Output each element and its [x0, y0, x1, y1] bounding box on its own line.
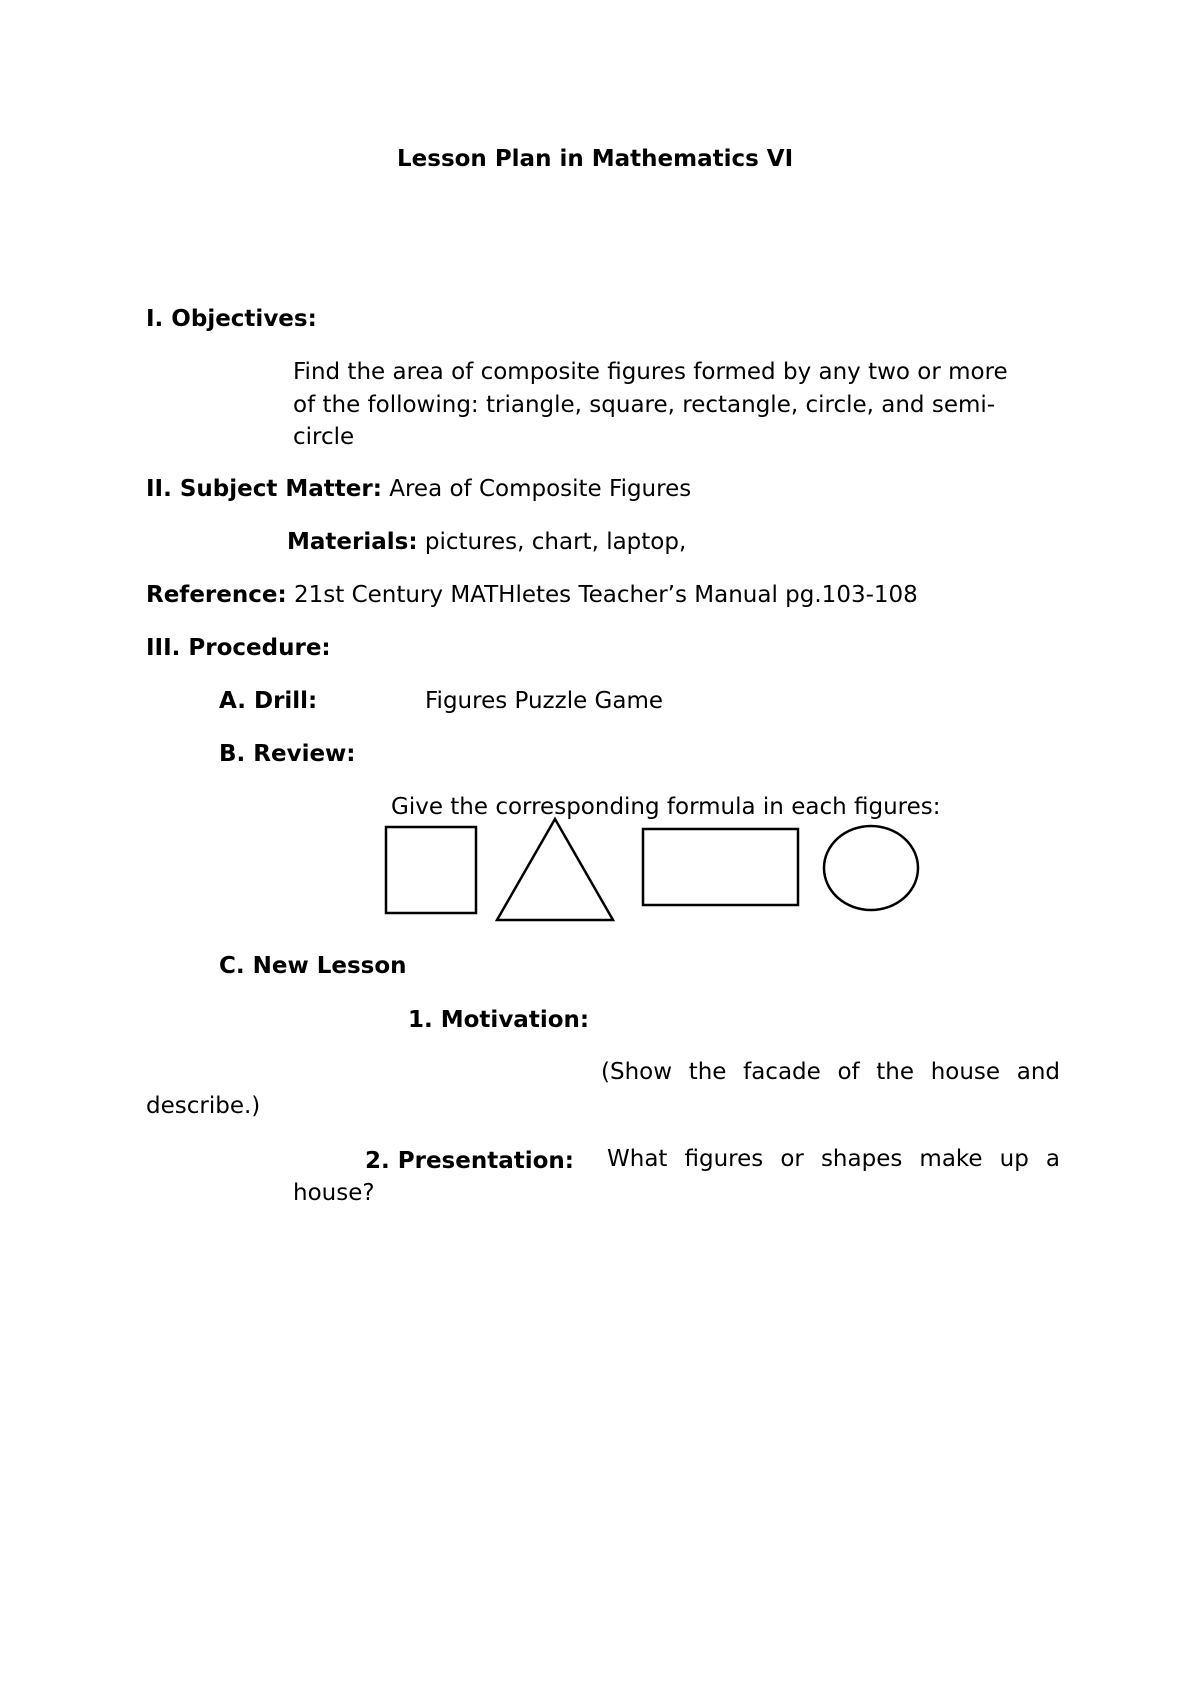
reference-value: 21st Century MATHletes Teacher’s Manual pg.103-108 — [293, 582, 918, 608]
reference — [146, 584, 918, 607]
motivation-heading: 1. Motivation: — [408, 1007, 590, 1033]
materials — [287, 531, 686, 554]
materials-value: pictures, chart, laptop, — [424, 529, 687, 555]
presentation-heading: 2. Presentation: — [365, 1148, 574, 1174]
subject-matter-value: Area of Composite Figures — [389, 476, 692, 502]
review-instruction: Give the corresponding formula in each figures: — [391, 794, 941, 820]
drill-heading: A. Drill: — [219, 688, 318, 714]
objectives-heading: I. Objectives: — [146, 306, 317, 332]
subject-matter — [146, 478, 691, 501]
square-icon — [386, 827, 477, 914]
new-lesson-heading: C. New Lesson — [219, 953, 407, 979]
circle-icon — [823, 825, 919, 912]
motivation-line-1: (Show the facade of the house and — [601, 1059, 1060, 1085]
page-title: Lesson Plan in Mathematics VI — [397, 146, 794, 172]
motivation-line-2: describe.) — [146, 1093, 261, 1119]
objectives-line-3: circle — [293, 424, 355, 450]
presentation-line-1: What figures or shapes make up a — [607, 1146, 1060, 1172]
drill-value: Figures Puzzle Game — [425, 688, 664, 714]
presentation-line-2: house? — [293, 1180, 375, 1206]
rectangle-icon — [643, 829, 798, 906]
reference-heading: Reference: — [146, 582, 287, 608]
objectives-line-2: of the following: triangle, square, rectangle, circle, and semi- — [293, 392, 996, 418]
objectives-line-1: Find the area of composite figures formed by any two or more — [293, 359, 1008, 385]
materials-heading: Materials: — [287, 529, 418, 555]
triangle-icon — [496, 818, 614, 921]
subject-matter-heading: II. Subject Matter: — [146, 476, 382, 502]
procedure-heading: III. Procedure: — [146, 635, 331, 661]
review-heading: B. Review: — [219, 741, 356, 767]
